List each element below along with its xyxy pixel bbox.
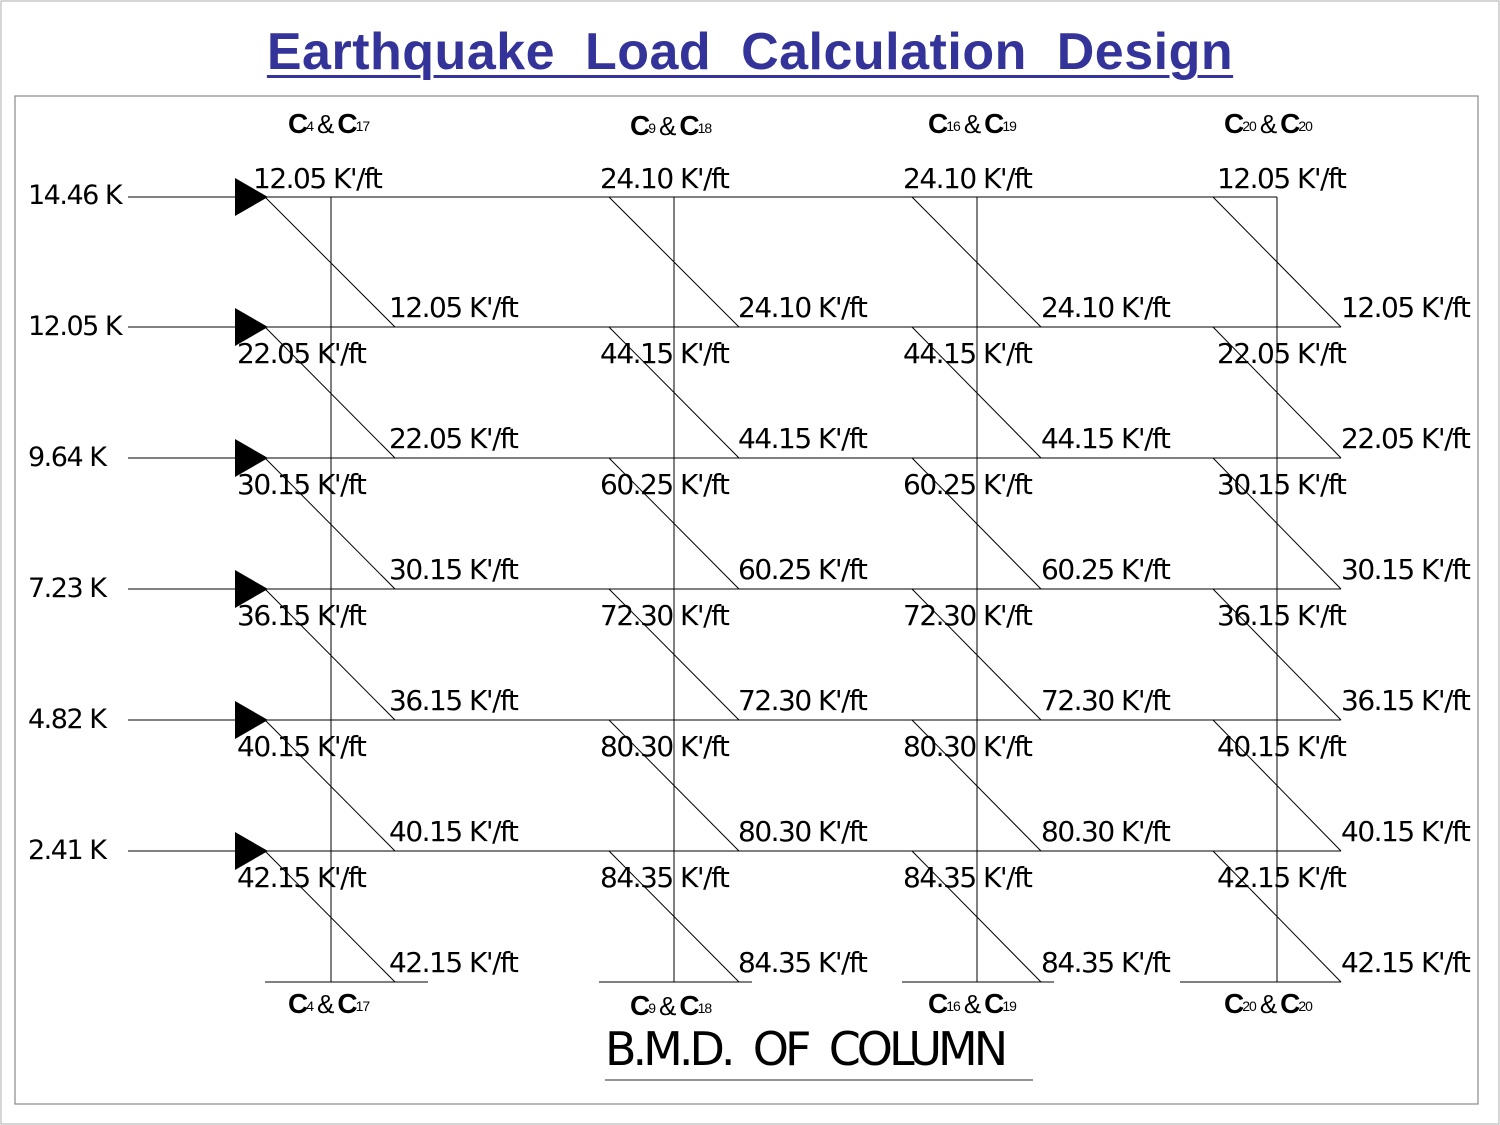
moment-label-bottom: 60.25 K'/ft xyxy=(738,553,867,586)
column-group-label-part: 9 xyxy=(648,1000,656,1016)
moment-label-top: 12.05 K'/ft xyxy=(1217,162,1346,195)
column-group-label-bottom xyxy=(630,990,711,1022)
column-group-label-part: C xyxy=(984,988,1003,1019)
column-group-label-bottom xyxy=(1224,988,1312,1020)
column-group-label-part: 9 xyxy=(648,120,656,136)
column-group-label-part: C xyxy=(630,990,649,1021)
moment-label-bottom: 30.15 K'/ft xyxy=(1341,553,1470,586)
column-group-label-part: 4 xyxy=(306,118,314,134)
column-group-label-bottom xyxy=(928,988,1016,1020)
moment-label-top: 44.15 K'/ft xyxy=(600,337,729,370)
moment-label-top: 36.15 K'/ft xyxy=(1217,599,1346,632)
column-group-label-part: C xyxy=(1224,988,1243,1019)
moment-label-bottom: 80.30 K'/ft xyxy=(1041,815,1170,848)
moment-label-top: 30.15 K'/ft xyxy=(237,468,366,501)
moment-label-top: 44.15 K'/ft xyxy=(903,337,1032,370)
column-group-label-top xyxy=(288,108,369,140)
column-group-label-part: 17 xyxy=(355,998,370,1014)
moment-label-top: 60.25 K'/ft xyxy=(903,468,1032,501)
column-group-label-part: 4 xyxy=(306,998,314,1014)
column-group-label-bottom xyxy=(288,988,369,1020)
moment-label-top: 80.30 K'/ft xyxy=(903,730,1032,763)
column-group-label-part: & xyxy=(1259,109,1276,139)
moment-label-bottom: 30.15 K'/ft xyxy=(389,553,518,586)
moment-label-bottom: 24.10 K'/ft xyxy=(1041,291,1170,324)
moment-label-top: 40.15 K'/ft xyxy=(1217,730,1346,763)
moment-label-top: 22.05 K'/ft xyxy=(1217,337,1346,370)
floor-force-label: 7.23 K xyxy=(28,573,106,604)
column-group-label-part: C xyxy=(928,988,947,1019)
floor-force-label: 9.64 K xyxy=(28,442,106,473)
column-group-label-part: C xyxy=(630,110,649,141)
column-group-label-part: 16 xyxy=(946,998,960,1014)
column-group-label-part: C xyxy=(928,108,947,139)
moment-label-bottom: 12.05 K'/ft xyxy=(1341,291,1470,324)
column-group-label-top xyxy=(630,110,711,142)
floor-force-label: 4.82 K xyxy=(28,704,106,735)
page-title: Earthquake Load Calculation Design xyxy=(266,23,1234,81)
column-group-label-part: 20 xyxy=(1298,998,1312,1014)
moment-label-top: 36.15 K'/ft xyxy=(237,599,366,632)
moment-label-bottom: 36.15 K'/ft xyxy=(1341,684,1470,717)
moment-label-top: 30.15 K'/ft xyxy=(1217,468,1346,501)
column-group-label-part: 19 xyxy=(1002,998,1016,1014)
moment-label-top: 84.35 K'/ft xyxy=(903,861,1032,894)
column-group-label-part: 17 xyxy=(355,118,370,134)
column-group-label-part: 20 xyxy=(1298,118,1312,134)
floor-force-label: 12.05 K xyxy=(28,311,122,342)
column-group-label-part: 20 xyxy=(1242,998,1256,1014)
column-group-label-top xyxy=(1224,108,1312,140)
moment-label-top: 84.35 K'/ft xyxy=(600,861,729,894)
column-group-label-part: 20 xyxy=(1242,118,1256,134)
moment-label-top: 42.15 K'/ft xyxy=(1217,861,1346,894)
moment-label-top: 72.30 K'/ft xyxy=(600,599,729,632)
column-group-label-part: 18 xyxy=(697,120,712,136)
moment-label-top: 60.25 K'/ft xyxy=(600,468,729,501)
moment-label-top: 72.30 K'/ft xyxy=(903,599,1032,632)
moment-label-bottom: 44.15 K'/ft xyxy=(738,422,867,455)
diagram-caption: B.M.D. OF COLUMN xyxy=(605,1022,1005,1076)
column-group-label-part: C xyxy=(984,108,1003,139)
moment-label-bottom: 60.25 K'/ft xyxy=(1041,553,1170,586)
moment-label-top: 80.30 K'/ft xyxy=(600,730,729,763)
moment-label-bottom: 22.05 K'/ft xyxy=(389,422,518,455)
column-group-label-part: C xyxy=(288,108,307,139)
moment-diagonal-c4_c17-1 xyxy=(265,197,395,327)
column-group-label-part: & xyxy=(963,109,980,139)
moment-label-top: 24.10 K'/ft xyxy=(600,162,729,195)
column-group-label-part: C xyxy=(679,990,698,1021)
column-group-label-part: C xyxy=(337,988,356,1019)
moment-label-top: 40.15 K'/ft xyxy=(237,730,366,763)
moment-label-bottom: 84.35 K'/ft xyxy=(738,946,867,979)
column-group-label-part: 16 xyxy=(946,118,960,134)
moment-label-bottom: 72.30 K'/ft xyxy=(738,684,867,717)
column-group-label-part: & xyxy=(317,989,333,1019)
column-group-label-part: & xyxy=(659,991,675,1021)
moment-label-bottom: 84.35 K'/ft xyxy=(1041,946,1170,979)
moment-label-bottom: 80.30 K'/ft xyxy=(738,815,867,848)
floor-force-label: 14.46 K xyxy=(28,180,122,211)
moment-label-bottom: 40.15 K'/ft xyxy=(1341,815,1470,848)
moment-label-bottom: 12.05 K'/ft xyxy=(389,291,518,324)
column-group-label-part: C xyxy=(1224,108,1243,139)
column-group-label-part: 19 xyxy=(1002,118,1016,134)
column-group-label-part: & xyxy=(1259,989,1276,1019)
column-group-label-top xyxy=(928,108,1016,140)
column-group-label-part: C xyxy=(679,110,698,141)
moment-label-bottom: 36.15 K'/ft xyxy=(389,684,518,717)
moment-label-bottom: 44.15 K'/ft xyxy=(1041,422,1170,455)
moment-label-bottom: 42.15 K'/ft xyxy=(1341,946,1470,979)
column-group-label-part: 18 xyxy=(697,1000,712,1016)
floor-force-label: 2.41 K xyxy=(28,835,106,866)
column-group-label-part: C xyxy=(1280,988,1299,1019)
column-group-label-part: & xyxy=(963,989,980,1019)
moment-label-bottom: 24.10 K'/ft xyxy=(738,291,867,324)
column-group-label-part: & xyxy=(317,109,333,139)
moment-label-bottom: 42.15 K'/ft xyxy=(389,946,518,979)
moment-label-bottom: 22.05 K'/ft xyxy=(1341,422,1470,455)
column-group-label-part: C xyxy=(1280,108,1299,139)
moment-label-top: 24.10 K'/ft xyxy=(903,162,1032,195)
moment-label-bottom: 40.15 K'/ft xyxy=(389,815,518,848)
column-group-label-part: C xyxy=(337,108,356,139)
moment-label-top: 22.05 K'/ft xyxy=(237,337,366,370)
column-group-label-part: C xyxy=(288,988,307,1019)
column-group-label-part: & xyxy=(659,111,675,141)
moment-label-top: 12.05 K'/ft xyxy=(253,162,382,195)
moment-label-top: 42.15 K'/ft xyxy=(237,861,366,894)
moment-label-bottom: 72.30 K'/ft xyxy=(1041,684,1170,717)
